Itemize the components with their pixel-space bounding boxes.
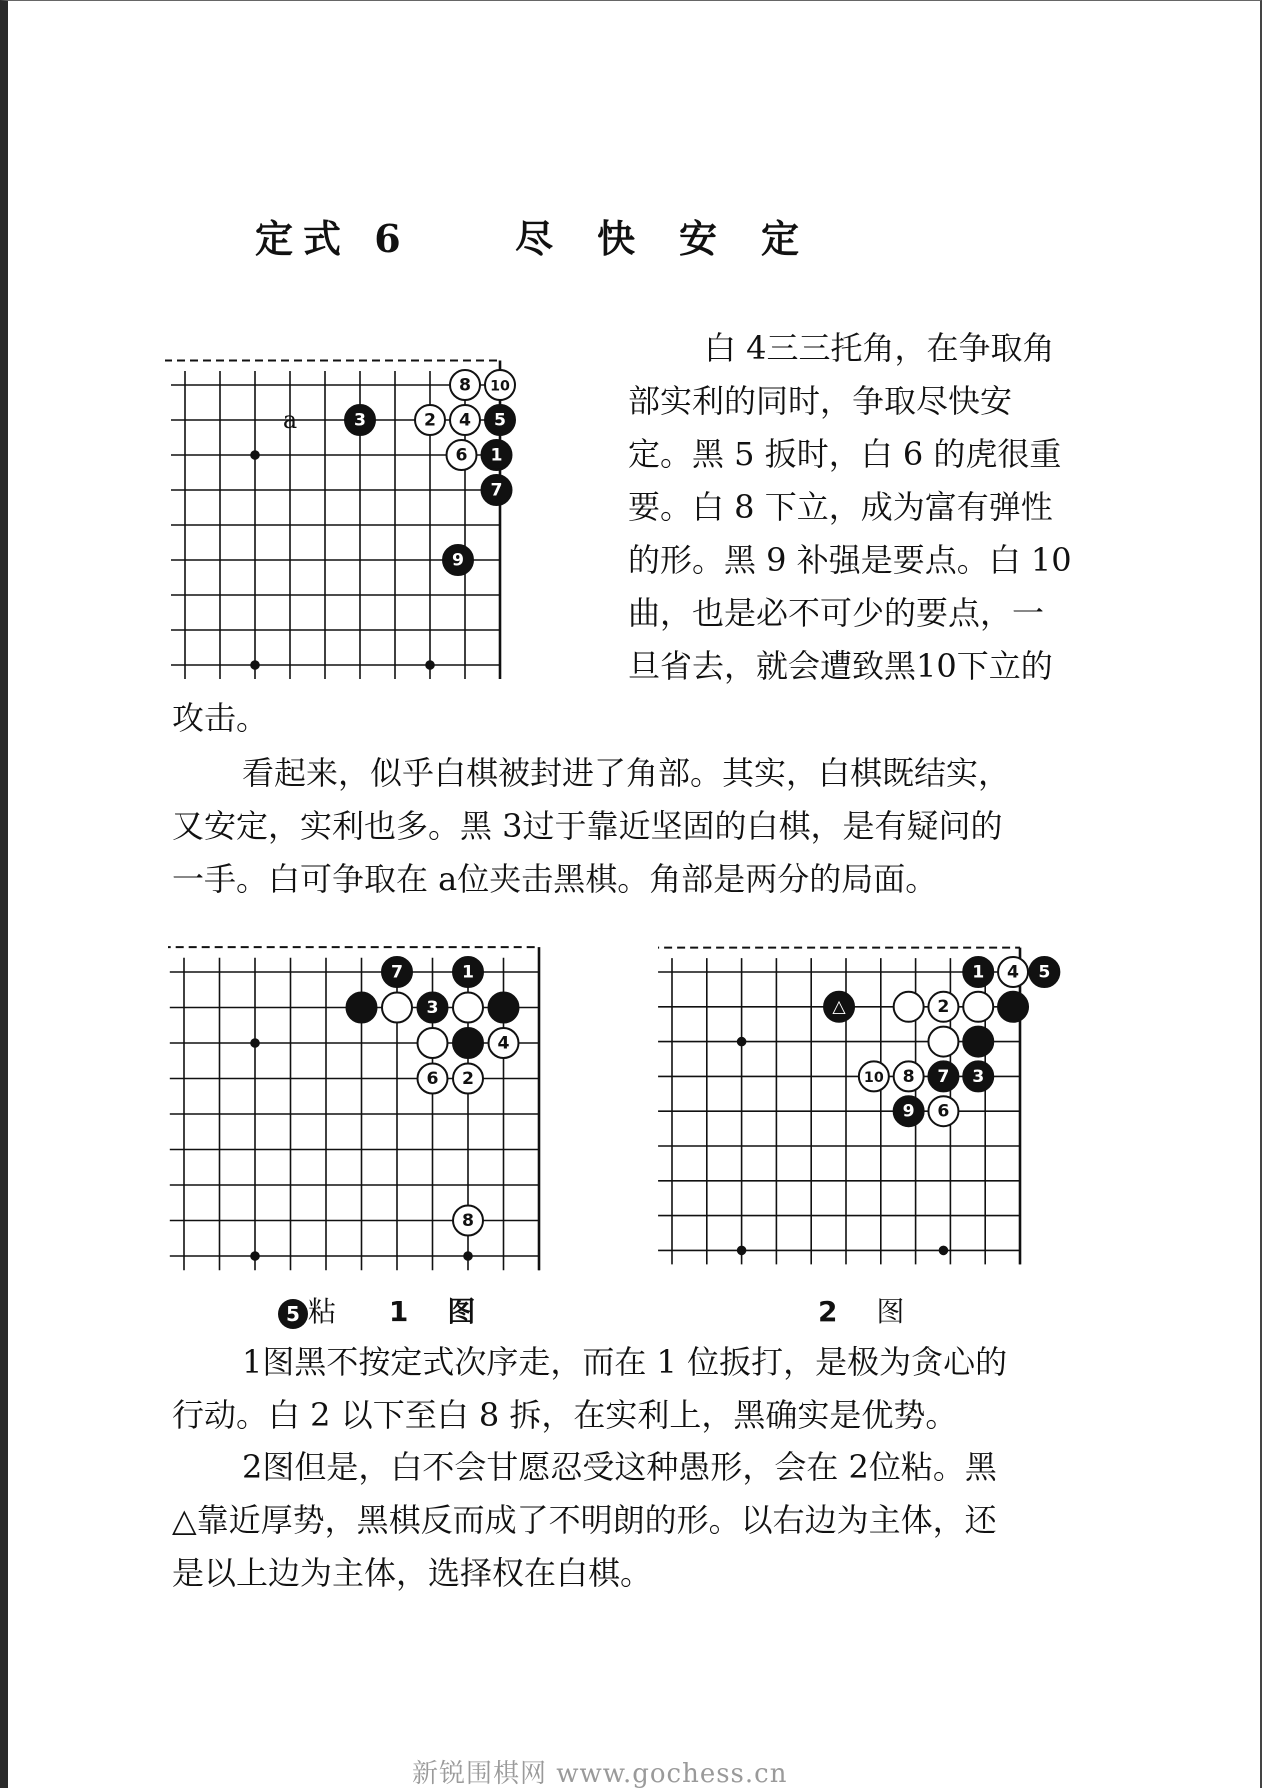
black-stone — [453, 1028, 483, 1058]
white-stone — [418, 1064, 448, 1094]
figure-1-go-diagram — [168, 930, 578, 1280]
p1-line: 部实利的同时，争取尽快安 — [628, 382, 1013, 420]
white-stone — [894, 992, 924, 1022]
p1-line: 的形。黑 9 补强是要点。白 10 — [628, 541, 1072, 579]
stone-number: 1 — [490, 445, 503, 466]
stone-number: 5 — [1038, 962, 1051, 983]
stone-number: 3 — [972, 1066, 985, 1087]
figure-1-caption — [278, 1290, 475, 1330]
star-point — [251, 451, 259, 459]
white-stone — [382, 993, 412, 1023]
white-stone — [928, 992, 958, 1022]
black-stone — [963, 1027, 993, 1057]
black-stone — [928, 1061, 958, 1091]
stone-number: 6 — [426, 1068, 439, 1089]
stone-number: 9 — [451, 550, 465, 571]
paragraph-3 — [172, 1336, 1007, 1442]
board-letter-a: a — [282, 406, 298, 434]
stone-number: 5 — [493, 410, 507, 431]
figure-1-label: 1 — [388, 1295, 409, 1328]
stone-number: 2 — [423, 410, 437, 431]
stone-number: 2 — [937, 997, 950, 1018]
black-stone — [894, 1096, 924, 1126]
black-stone — [998, 992, 1028, 1022]
page-title-left: 定式 6 — [255, 216, 411, 261]
star-point — [464, 1252, 472, 1260]
p4-line: △靠近厚势，黑棋反而成了不明朗的形。以右边为主体，还 — [172, 1501, 997, 1539]
paragraph-1 — [628, 322, 1072, 693]
stone-number: 8 — [902, 1066, 915, 1087]
white-stone — [998, 957, 1028, 987]
stone-number: 4 — [458, 410, 472, 431]
p1-line: 曲，也是必不可少的要点，一 — [628, 594, 1045, 632]
black-stone — [824, 992, 854, 1022]
p1-line: 要。白 8 下立，成为富有弹性 — [628, 488, 1053, 526]
black-stone — [453, 957, 483, 987]
stone-number: 4 — [1007, 962, 1020, 983]
p2-line: 看起来，似乎白棋被封进了角部。其实，白棋既结实， — [242, 754, 1011, 792]
white-stone — [447, 440, 477, 470]
main-go-diagram — [165, 345, 595, 690]
black-stone — [963, 1061, 993, 1091]
stone-number: 3 — [426, 997, 439, 1018]
black-stone — [963, 957, 993, 987]
black-stone — [489, 993, 519, 1023]
stone-number: 7 — [390, 962, 404, 983]
white-stone — [453, 993, 483, 1023]
white-stone — [453, 1064, 483, 1094]
stone-number: 2 — [461, 1068, 475, 1089]
board-grid — [165, 361, 503, 680]
stone-number: 10 — [490, 378, 510, 395]
white-stone — [453, 1206, 483, 1236]
white-stone — [415, 405, 445, 435]
watermark: 新锐围棋网 www.gochess.cn — [412, 1759, 788, 1789]
white-stone — [418, 1028, 448, 1058]
caption-stone-icon: 5 — [278, 1299, 308, 1329]
star-point — [738, 1246, 746, 1254]
black-stone — [382, 957, 412, 987]
stone-number: 8 — [461, 1210, 475, 1231]
stone-number: 6 — [455, 445, 468, 466]
black-stone — [482, 475, 512, 505]
p1-line: 定。黑 5 扳时，白 6 的虎很重 — [628, 435, 1062, 473]
stone-number: 1 — [972, 962, 985, 983]
black-stone — [482, 440, 512, 470]
star-point — [738, 1038, 746, 1046]
stone-number: 1 — [461, 962, 475, 983]
p4-line: 是以上边为主体，选择权在白棋。 — [172, 1554, 653, 1592]
p3-line: 1图黑不按定式次序走，而在 1 位扳打，是极为贪心的 — [242, 1343, 1008, 1381]
paragraph-1-tail: 攻击。 — [172, 699, 269, 737]
stone-number: △ — [832, 997, 846, 1018]
p4-line: 2图但是，白不会甘愿忍受这种愚形，会在 2位粘。黑 — [242, 1448, 997, 1486]
black-stone — [1029, 957, 1059, 987]
caption-text: 粘 — [308, 1295, 337, 1328]
star-point — [251, 1039, 259, 1047]
stone-number: 8 — [458, 375, 472, 396]
white-stone — [485, 370, 515, 400]
figure-2-go-diagram — [658, 930, 1078, 1280]
white-stone — [894, 1061, 924, 1091]
star-point — [251, 661, 259, 669]
white-stone — [928, 1096, 958, 1126]
figure-2-caption — [818, 1290, 904, 1330]
p2-line: 又安定，实利也多。黑 3过于靠近坚固的白棋，是有疑问的 — [172, 807, 1003, 845]
white-stone — [928, 1027, 958, 1057]
p3-line: 行动。白 2 以下至白 8 拆，在实利上，黑确实是优势。 — [172, 1396, 958, 1434]
black-stone — [443, 545, 473, 575]
stone-number: 7 — [937, 1066, 950, 1087]
white-stone — [450, 405, 480, 435]
black-stone — [418, 993, 448, 1023]
paragraph-2 — [172, 747, 1010, 906]
stone-number: 3 — [353, 410, 367, 431]
figure-2-text: 图 — [876, 1295, 905, 1328]
stone-number: 6 — [937, 1101, 950, 1122]
stone-number: 7 — [490, 480, 503, 501]
white-stone — [489, 1028, 519, 1058]
black-stone — [347, 993, 377, 1023]
stone-number: 10 — [863, 1069, 884, 1086]
stone-number: 9 — [902, 1101, 915, 1122]
page-title-right: 尽快安定 — [515, 216, 844, 261]
black-stone — [485, 405, 515, 435]
p1-line: 旦省去，就会遭致黑10下立的 — [628, 647, 1053, 685]
white-stone — [963, 992, 993, 1022]
star-point — [426, 661, 434, 669]
figure-2-label: 2 — [818, 1295, 838, 1328]
star-point — [251, 1252, 259, 1260]
white-stone — [859, 1061, 889, 1091]
star-point — [939, 1246, 947, 1254]
paragraph-4 — [172, 1441, 997, 1600]
p1-line: 白 4三三托角，在争取角 — [704, 329, 1055, 367]
figure-1-box: 图 — [447, 1295, 476, 1328]
p2-line: 一手。白可争取在 a位夹击黑棋。角部是两分的局面。 — [172, 860, 938, 898]
stone-number: 4 — [497, 1033, 510, 1054]
white-stone — [450, 370, 480, 400]
black-stone — [345, 405, 375, 435]
